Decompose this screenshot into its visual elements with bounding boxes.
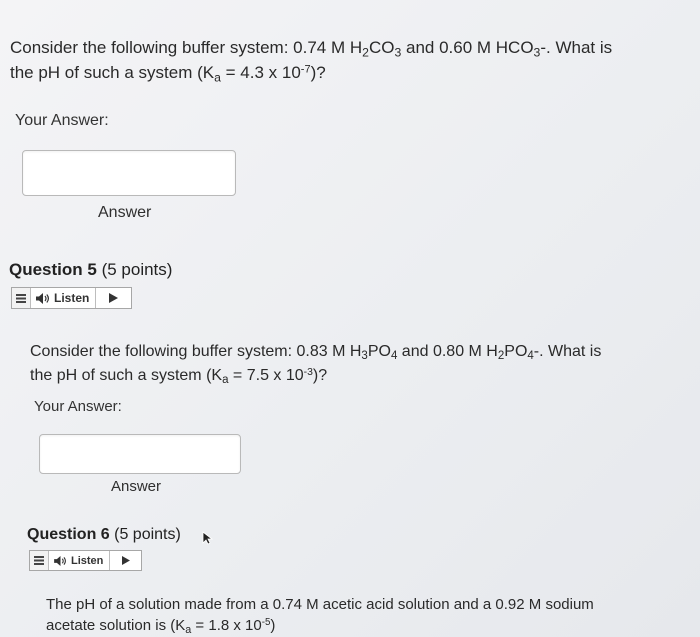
q5-title-points: (5 points) — [96, 260, 173, 279]
q6-listen-button[interactable] — [49, 551, 110, 570]
q5-answer-caption: Answer — [111, 478, 162, 495]
q5-title — [9, 260, 172, 280]
q5-prompt — [30, 340, 690, 388]
q5-listen-button[interactable] — [31, 288, 96, 308]
speaker-icon — [54, 556, 67, 566]
q5-answer-input[interactable] — [39, 434, 241, 474]
menu-icon[interactable] — [12, 288, 31, 308]
q6-line2: acetate solution is ($K_a = 1.8$ x $10^{-5}$) — [46, 617, 276, 637]
menu-icon[interactable] — [30, 551, 49, 570]
q5-listen-widget — [11, 287, 132, 309]
q5-your-answer-label: Your Answer: — [34, 398, 122, 415]
q5-title-number: Question 5 — [9, 260, 97, 279]
q4-prompt — [10, 35, 690, 85]
q6-title-number: Question 6 — [27, 526, 110, 543]
play-icon[interactable] — [110, 551, 141, 570]
q6-prompt — [46, 594, 686, 636]
q6-title — [27, 526, 181, 544]
q6-line1: The pH of a solution made from a 0.74 M acetic acid solution and a 0.92 M sodium — [46, 596, 594, 613]
q6-listen-widget — [29, 550, 142, 571]
mouse-cursor-icon — [202, 531, 214, 550]
q4-answer-caption: Answer — [98, 204, 152, 221]
q4-line1: Consider the following buffer system: 0.74 M $H_2CO_3$ and 0.60 M $HCO_3-$. What is — [10, 38, 613, 60]
q4-line2: the pH of such a system ($K_a = 4.3$ x $10^{-7}$)? — [10, 63, 326, 85]
q5-line2: the pH of such a system ($K_a = 7.5$ x $10^{-3}$)? — [30, 366, 328, 387]
q5-listen-label: Listen — [54, 291, 90, 305]
q5-line1: Consider the following buffer system: 0.83 M $H_3PO_4$ and 0.80 M $H_2PO_4-$. What is — [30, 343, 602, 363]
q4-your-answer-label: Your Answer: — [15, 112, 109, 129]
play-icon[interactable] — [96, 288, 131, 308]
q6-listen-label: Listen — [71, 554, 104, 567]
q4-answer-input[interactable] — [22, 150, 236, 196]
q6-title-points: (5 points) — [109, 526, 181, 543]
speaker-icon — [36, 293, 50, 304]
